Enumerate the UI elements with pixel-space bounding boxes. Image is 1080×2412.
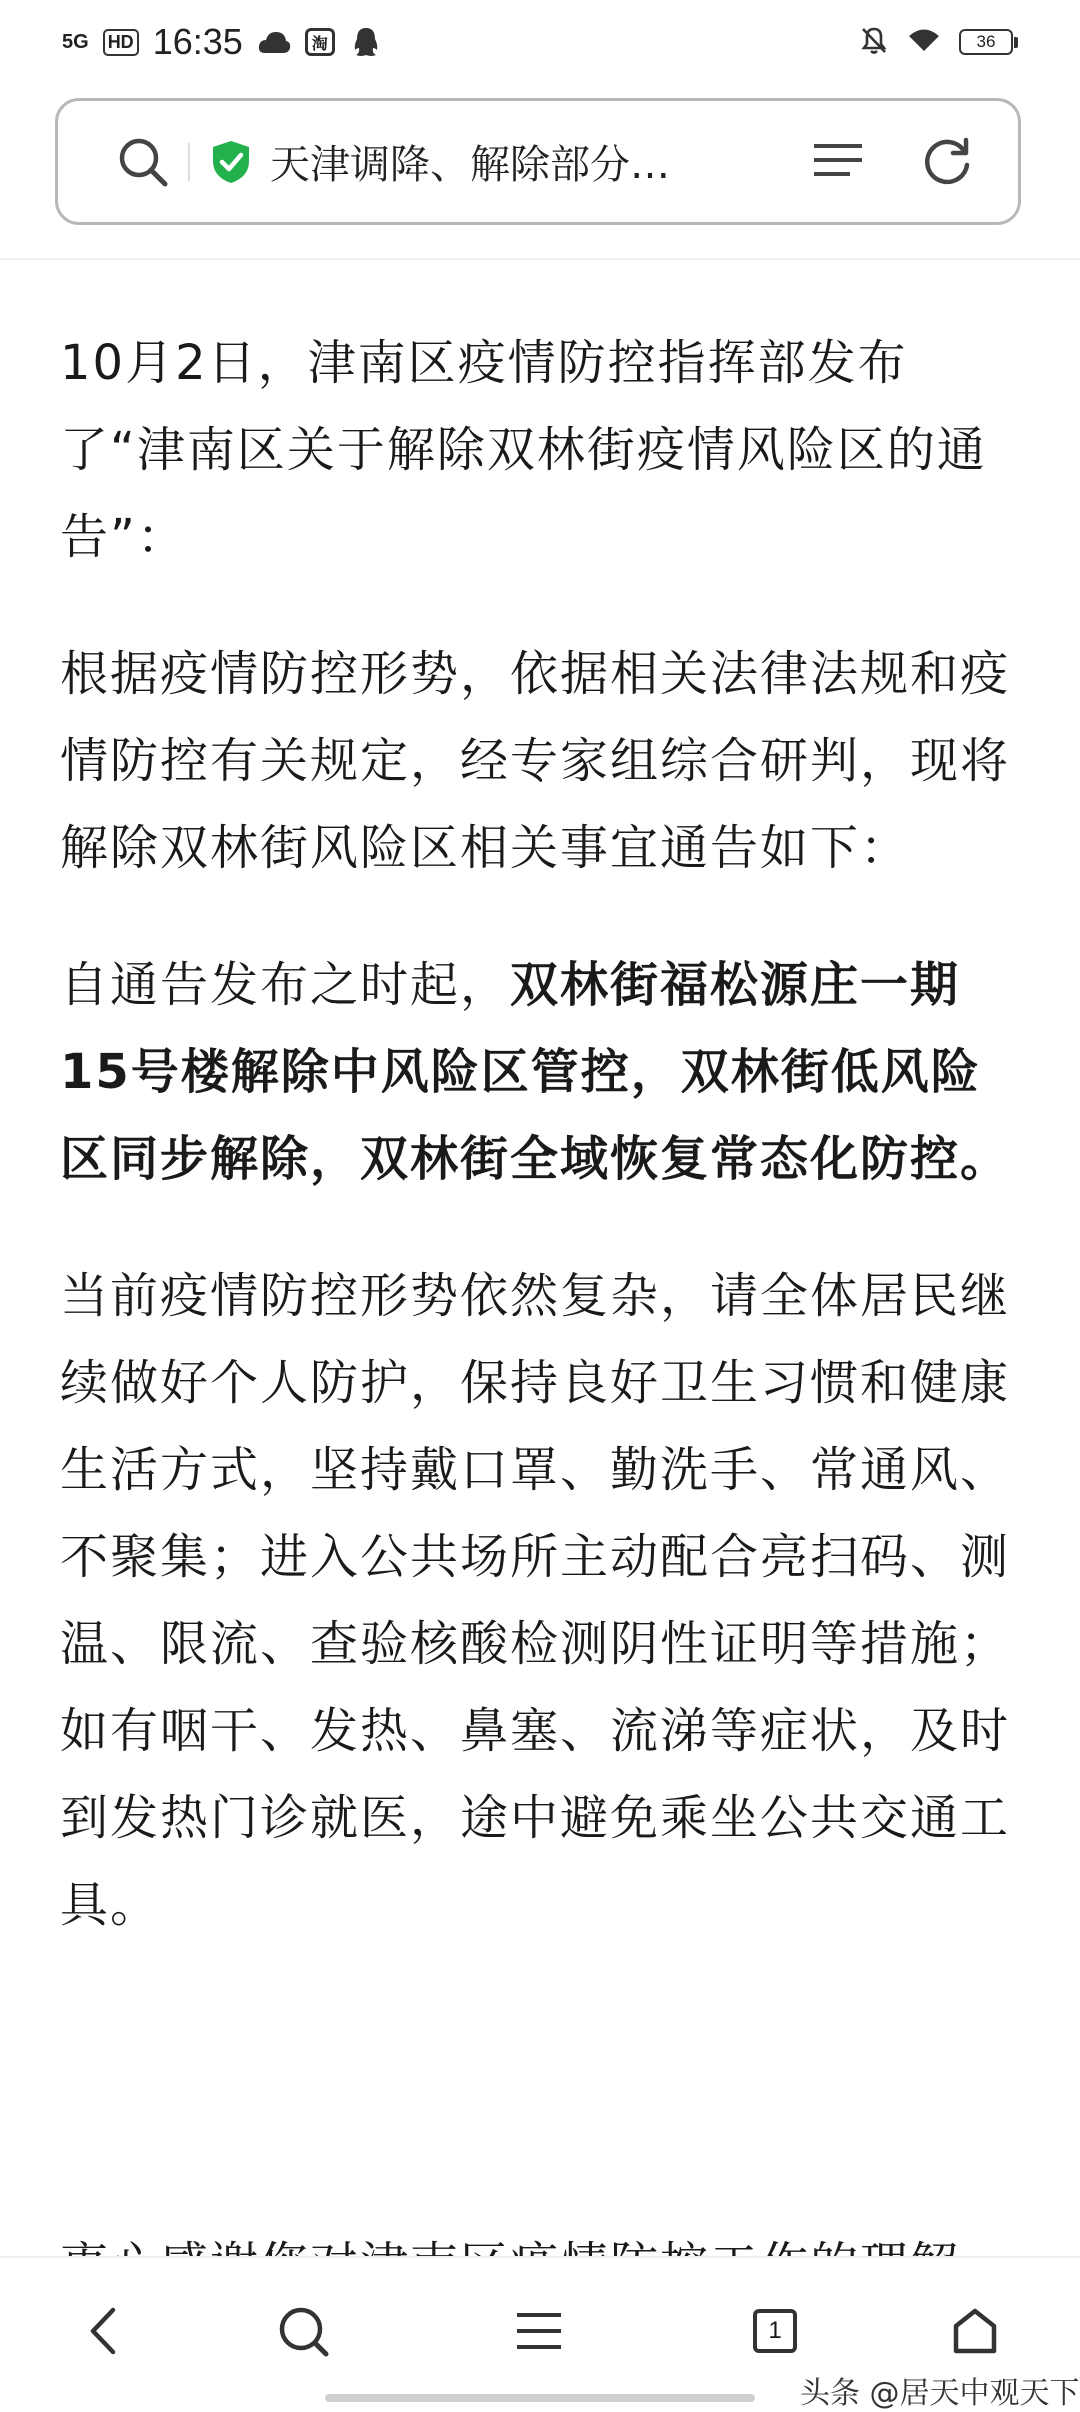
header-divider [0, 258, 1080, 260]
tab-count: 1 [753, 2309, 797, 2353]
battery-icon [959, 29, 1018, 55]
hd-badge: HD [103, 29, 139, 56]
menu-icon[interactable] [504, 2296, 574, 2366]
wifi-icon [907, 27, 941, 58]
address-divider [188, 143, 190, 181]
home-indicator[interactable] [325, 2394, 755, 2402]
tabs-button[interactable] [740, 2296, 810, 2366]
battery-tip [1014, 37, 1018, 48]
article-paragraph-1: 10月2日，津南区疫情防控指挥部发布了“津南区关于解除双林街疫情风险区的通告”： [60, 335, 987, 565]
qq-icon [349, 27, 383, 57]
status-left [62, 21, 383, 63]
status-right [859, 25, 1018, 60]
clock: 16:35 [152, 21, 243, 62]
home-icon[interactable] [940, 2296, 1010, 2366]
watermark: 头条 @居天中观天下 [800, 2376, 1080, 2411]
mute-icon [859, 25, 889, 60]
cloud-icon [257, 27, 291, 57]
status-bar [0, 0, 1080, 84]
back-icon[interactable] [68, 2296, 138, 2366]
paragraph-3-plain: 自通告发布之时起， [60, 957, 511, 1013]
address-bar[interactable] [55, 98, 1021, 225]
paragraph-3-bold: 双林街福松源庄一期15号楼解除中风险区管控，双林街低风险区同步解除，双林街全域恢复常态化防控。 [60, 957, 1011, 1187]
refresh-icon[interactable] [912, 135, 982, 189]
reader-menu-icon[interactable] [808, 140, 868, 184]
search-icon[interactable] [98, 135, 188, 189]
search-nav-icon[interactable] [268, 2296, 338, 2366]
taobao-icon: 淘 [305, 28, 335, 56]
shield-check-icon [208, 139, 254, 185]
article-body [60, 320, 1020, 1999]
article-paragraph-3 [60, 942, 1020, 1203]
network-indicator: 5G [62, 31, 89, 53]
article-paragraph-4: 当前疫情防控形势依然复杂，请全体居民继续做好个人防护，保持良好卫生习惯和健康生活方式，坚持戴口罩、勤洗手、常通风、不聚集；进入公共场所主动配合亮扫码、测温、限流、查验核酸检测阴性证明等措施；如有咽干、发热、鼻塞、流涕等症状，及时到发热门诊就医，途中避免乘坐公共交通工具。 [60, 1268, 1011, 1933]
article-paragraph-2: 根据疫情防控形势，依据相关法律法规和疫情防控有关规定，经专家组综合研判，现将解除双林街风险区相关事宜通告如下： [60, 646, 1011, 876]
page-title[interactable]: 天津调降、解除部分… [270, 142, 670, 188]
battery-level: 36 [959, 29, 1013, 55]
